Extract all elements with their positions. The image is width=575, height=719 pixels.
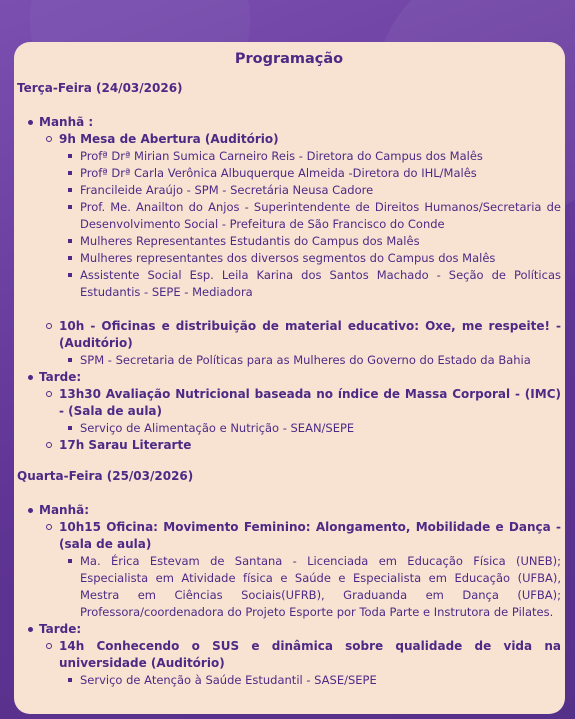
period-label: Tarde: [39,622,82,636]
event-item [39,131,561,318]
period-item [17,369,561,454]
speaker-list [59,148,561,301]
spacer [59,301,561,318]
speaker-item: Prof. Me. Anailton do Anjos - Superintendente de Direitos Humanos/Secretaria de Desenvolvimento Social - Prefeitura de São Francisco do Conde [59,199,561,233]
event-list [39,131,561,369]
event-item [39,318,561,369]
period-label: Tarde: [39,370,82,384]
speaker-list [59,352,561,369]
speaker-item: Serviço de Alimentação e Nutrição - SEAN/SEPE [59,420,561,437]
speaker-item: Serviço de Atenção à Saúde Estudantil - SASE/SEPE [59,672,561,689]
speaker-item: Mulheres representantes dos diversos segmentos do Campus dos Malês [59,250,561,267]
period-label: Manhã: [39,503,90,517]
speaker-item: Francileide Araújo - SPM - Secretária Neusa Cadore [59,182,561,199]
speaker-item: Assistente Social Esp. Leila Karina dos Santos Machado - Seção de Políticas Estudantis - SEPE - Mediadora [59,267,561,301]
event-label: 13h30 Avaliação Nutricional baseada no índice de Massa Corporal - (IMC) - (Sala de aula) [59,387,561,418]
event-item [39,437,561,454]
event-list [39,638,561,689]
period-item [17,621,561,689]
page-title: Programação [234,51,344,67]
speaker-item: Ma. Érica Estevam de Santana - Licenciada em Educação Física (UNEB); Especialista em Atividade física e Saúde e Especialista em Educação (UFBA), Mestra em Ciências Sociais(UFRB), Graduanda em Dança (UFBA); Professora/coordenadora do Projeto Esporte por Toda Parte e Instrutora de Pilates. [59,553,561,621]
period-list [17,114,561,454]
speaker-list [59,553,561,621]
speaker-item: Mulheres Representantes Estudantis do Campus dos Malês [59,233,561,250]
speaker-item: Profª Drª Carla Verônica Albuquerque Almeida -Diretora do IHL/Malês [59,165,561,182]
speaker-list [59,672,561,689]
event-item [39,638,561,689]
speaker-item: SPM - Secretaria de Políticas para as Mulheres do Governo do Estado da Bahia [59,352,561,369]
event-label: 10h15 Oficina: Movimento Feminino: Alongamento, Mobilidade e Dança - (sala de aula) [59,520,561,551]
event-item [39,386,561,437]
day-heading: Terça-Feira (24/03/2026) [17,81,183,95]
event-item [39,519,561,621]
period-label: Manhã : [39,115,94,129]
speaker-list [59,420,561,437]
event-list [39,519,561,621]
event-label: 14h Conhecendo o SUS e dinâmica sobre qualidade de vida na universidade (Auditório) [59,639,561,670]
speaker-item: Profª Drª Mirian Sumica Carneiro Reis - Diretora do Campus dos Malês [59,148,561,165]
event-label: 9h Mesa de Abertura (Auditório) [59,132,279,146]
event-list [39,386,561,454]
period-item [17,114,561,369]
event-label: 17h Sarau Literarte [59,438,192,452]
schedule-card [14,42,565,714]
event-label: 10h - Oficinas e distribuição de material educativo: Oxe, me respeite! - (Auditório) [59,319,561,350]
period-list [17,502,561,689]
period-item [17,502,561,621]
day-heading: Quarta-Feira (25/03/2026) [17,469,194,483]
